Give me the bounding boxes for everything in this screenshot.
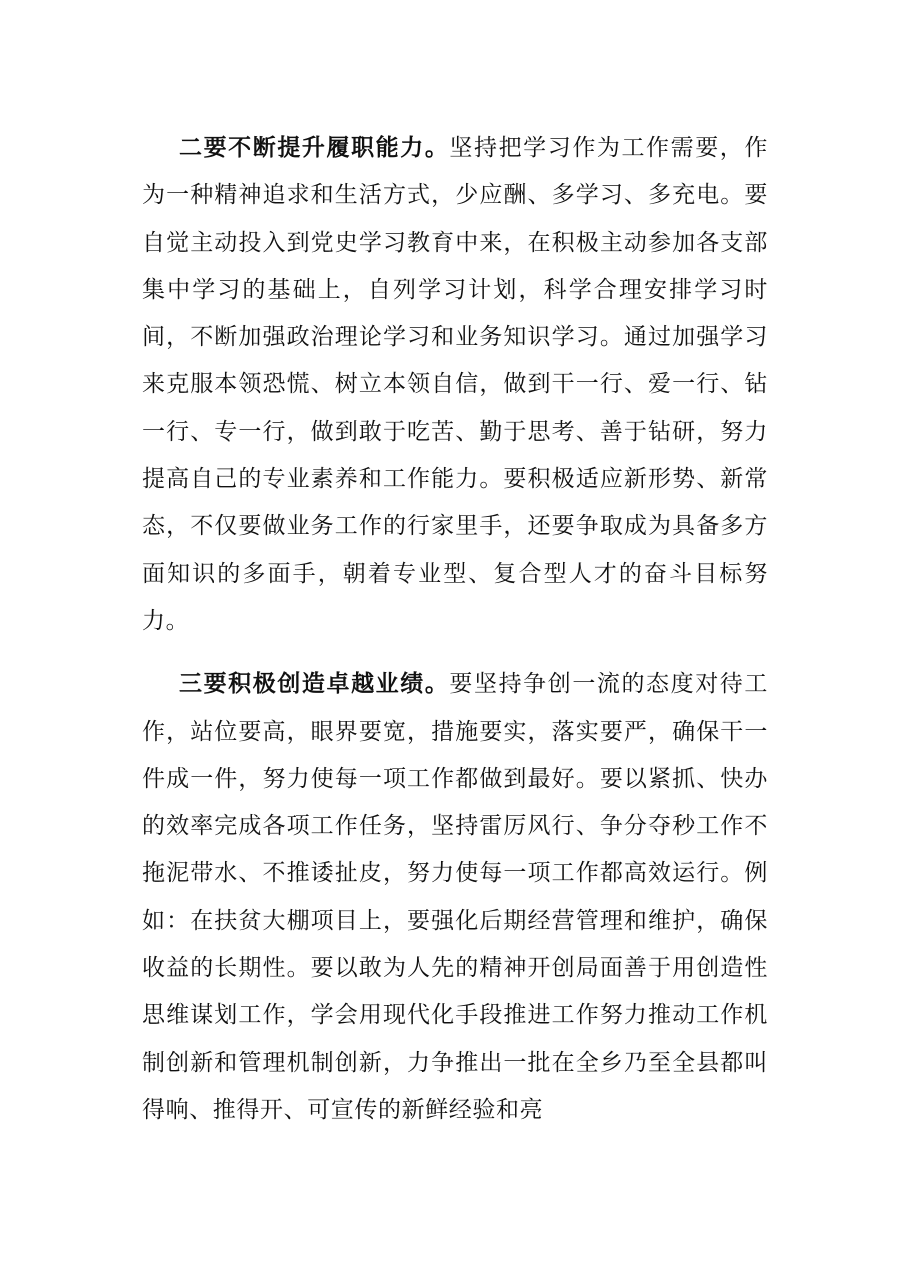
paragraph-text: 坚持把学习作为工作需要，作为一种精神追求和生活方式，少应酬、多学习、多充电。要自觉主动投入到党史学习教育中来，在积极主动参加各支部集中学习的基础上，自列学习计划，科学合理安排学习时间，不断加强政治理论学习和业务知识学习。通过加强学习来克服本领恐慌、树立本领自信，做到干一行、爱一行、钻一行、专一行，做到敢于吃苦、勤于思考、善于钻研，努力提高自己的专业素养和工作能力。要积极适应新形势、新常态，不仅要做业务工作的行家里手，还要争取成为具备多方面知识的多面手，朝着专业型、复合型人才的奋斗目标努力。 xyxy=(142,135,768,634)
paragraph-performance-ability xyxy=(142,124,768,645)
paragraph-text: 要坚持争创一流的态度对待工作，站位要高，眼界要宽，措施要实，落实要严，确保干一件成一件，努力使每一项工作都做到最好。要以紧抓、快办的效率完成各项工作任务，坚持雷厉风行、争分夺秒工作不拖泥带水、不推诿扯皮，努力使每一项工作都高效运行。例如：在扶贫大棚项目上，要强化后期经营管理和维护，确保收益的长期性。要以敢为人先的精神开创局面善于用创造性思维谋划工作，学会用现代化手段推进工作努力推动工作机制创新和管理机制创新，力争推出一批在全乡乃至全县都叫得响、推得开、可宣传的新鲜经验和亮 xyxy=(142,671,768,1123)
paragraph-excellent-performance xyxy=(142,660,768,1134)
paragraph-heading: 二要不断提升履职能力。 xyxy=(179,134,450,161)
paragraph-heading: 三要积极创造卓越业绩。 xyxy=(179,670,450,698)
document-body xyxy=(142,124,768,1134)
